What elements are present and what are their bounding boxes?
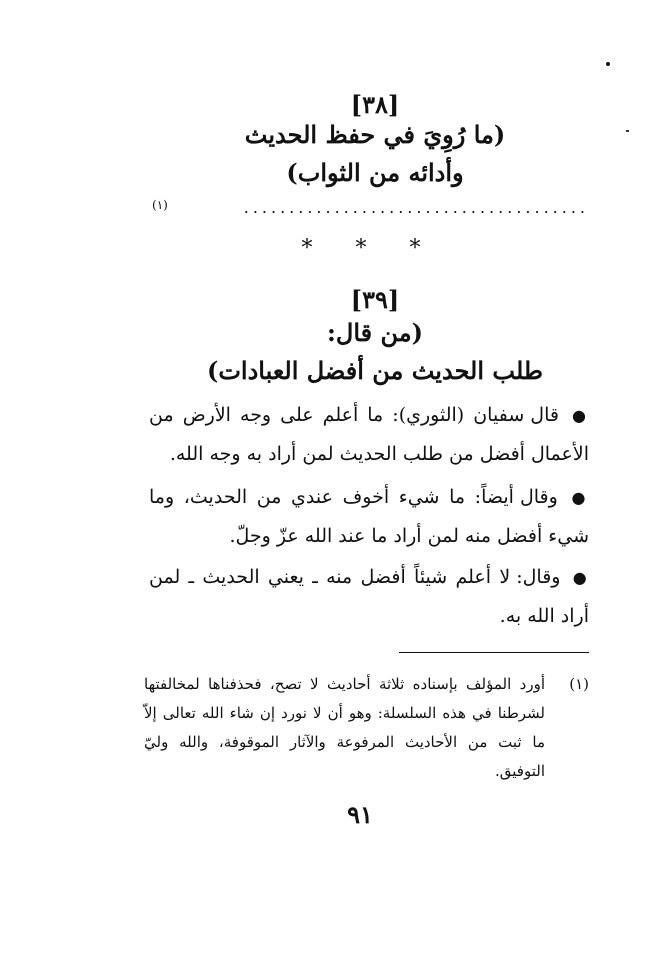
section-39-title-line2: طلب الحديث من أفضل العبادات): [206, 356, 544, 385]
paragraph-text: وقال: لا أعلم شيئاً أفضل منه ـ يعني الحديث ـ لمن أراد الله به.: [149, 566, 589, 627]
omitted-content-dots: ......................................: [243, 198, 589, 217]
paragraph: [149, 558, 589, 636]
section-separator: * * *: [301, 236, 439, 261]
section-39-title-line1: (من قال:: [327, 318, 423, 347]
section-38-title-line1: (ما رُوِيَ في حفظ الحديث: [244, 120, 506, 149]
scan-speck: [606, 62, 610, 66]
section-38-title-line2: وأدائه من الثواب): [286, 158, 464, 187]
page-number: ٩١: [347, 800, 373, 829]
bullet-icon: ●: [571, 488, 589, 507]
footnote-label: (١): [569, 675, 589, 693]
paragraph: [149, 478, 589, 556]
footnote: [144, 670, 589, 786]
paragraph-text: قال سفيان (الثوري): ما أعلم على وجه الأرض من الأعمال أفضل من طلب الحديث لمن أراد به وجه الله.: [149, 404, 589, 465]
section-39-number: [٣٩]: [350, 285, 400, 314]
scan-speck: [626, 130, 629, 132]
footnote-divider: [399, 652, 589, 653]
bullet-icon: ●: [572, 568, 589, 587]
bullet-icon: ●: [572, 406, 589, 425]
paragraph-text: وقال أيضاً: ما شيء أخوف عندي من الحديث، وما شيء أفضل منه لمن أراد ما عند الله عزّ وجلّ.: [149, 486, 589, 547]
section-38-number: [٣٨]: [350, 90, 400, 119]
footnote-reference: (١): [152, 198, 168, 212]
footnote-text: أورد المؤلف بإسناده ثلاثة أحاديث لا تصح، فحذفناها لمخالفتها لشرطنا في هذه السلسلة: وهو أن لا نورد إن شاء الله تعالى إلاّ ما ثبت من الأحاديث المرفوعة والآثار الموقوفة، والله وليّ التوفيق.: [144, 675, 545, 780]
paragraph: [149, 396, 589, 474]
